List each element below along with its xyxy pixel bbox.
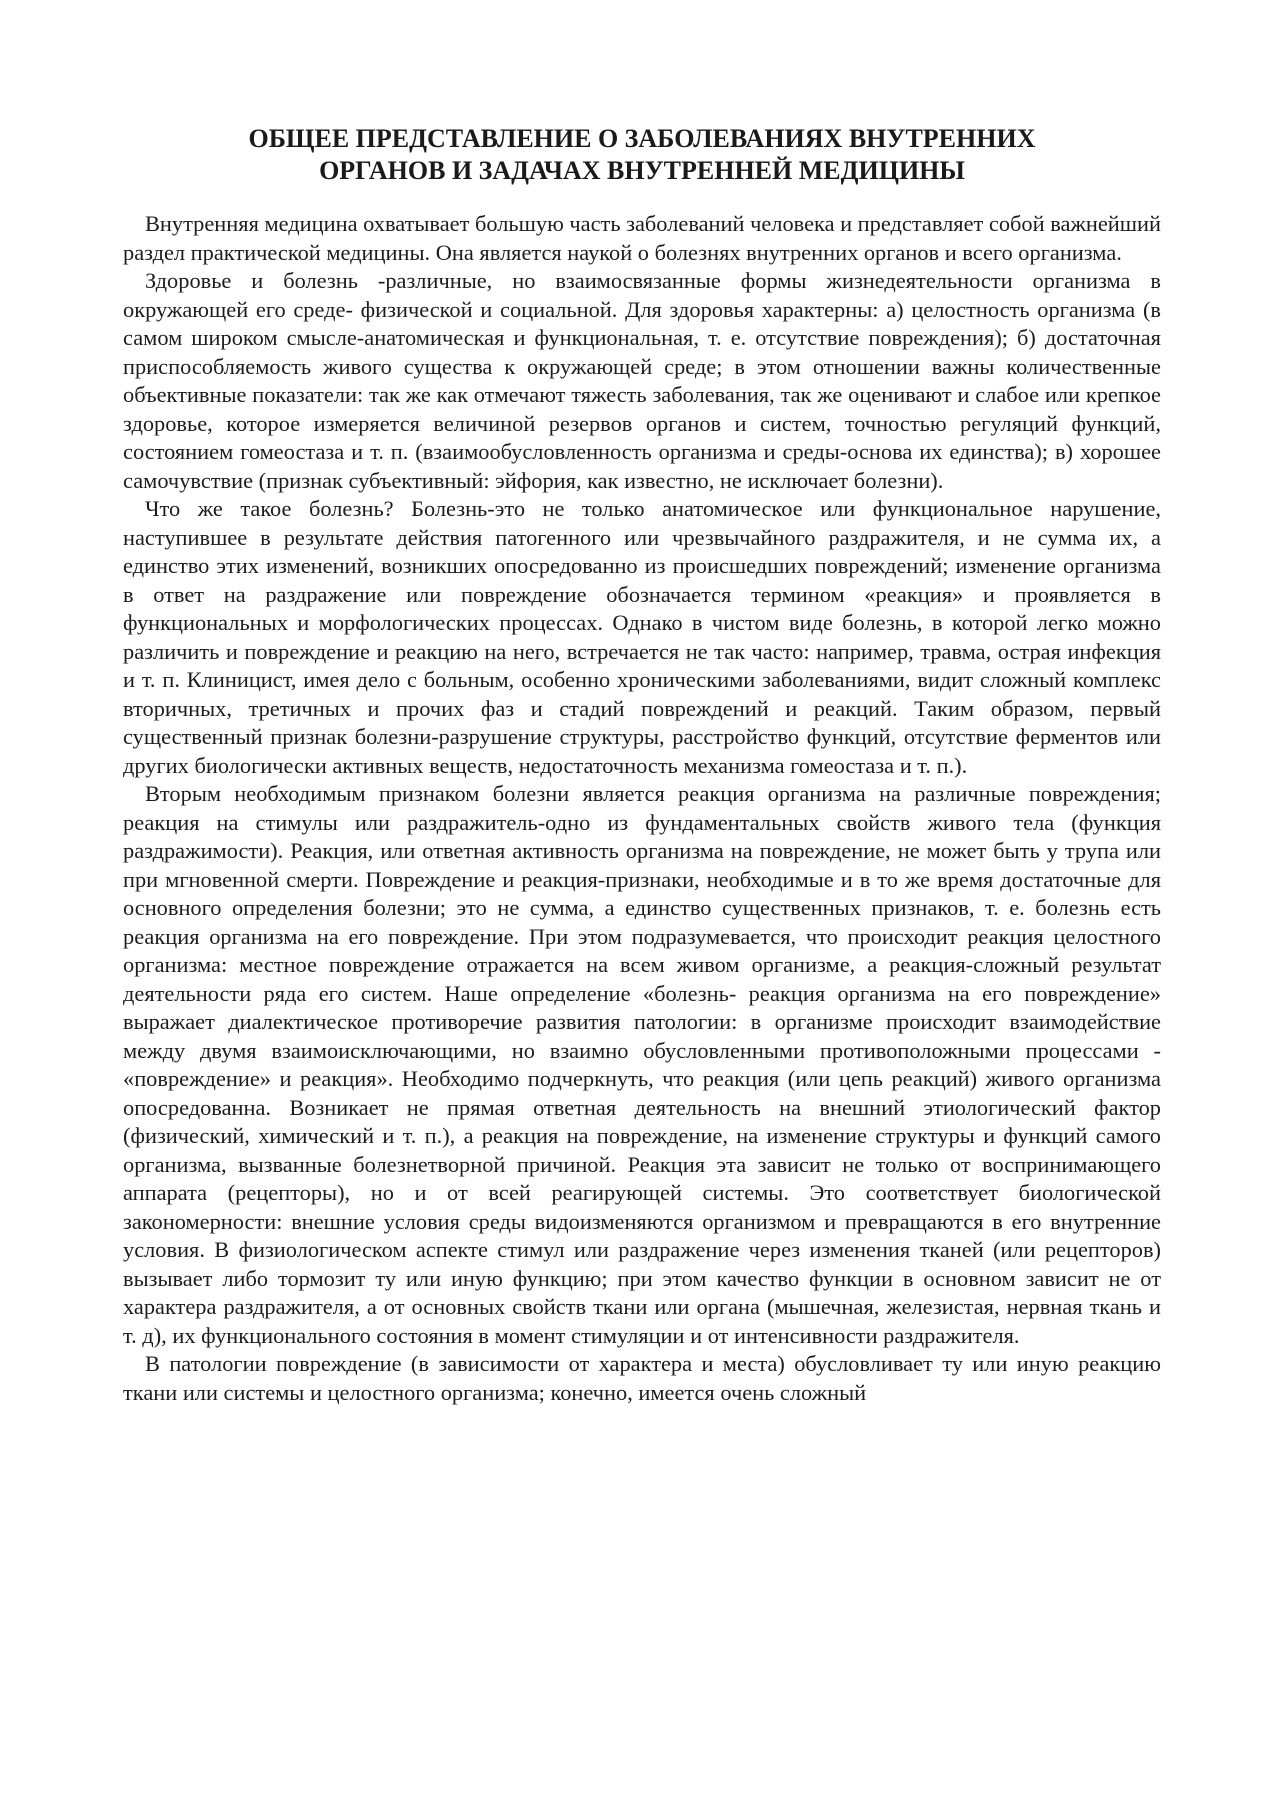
title-line-1: ОБЩЕЕ ПРЕДСТАВЛЕНИЕ О ЗАБОЛЕВАНИЯХ ВНУТРЕННИХ [248,124,1036,153]
paragraph: Вторым необходимым признаком болезни является реакция организма на различные повреждения; реакция на стимулы или раздражитель-одно из фундаментальных свойств живого тела (функция раздражимости). Реакция, или ответная активность организма на повреждение, не может быть у трупа или при мгновенной смерти. Повреждение и реакция-признаки, необходимые и в то же время достаточные для основного определения болезни; это не сумма, а единство существенных признаков, т. е. болезнь есть реакция организма на его повреждение. При этом подразумевается, что происходит реакция целостного организма: местное повреждение отражается на всем живом организме, а реакция-сложный результат деятельности ряда его систем. Наше определение «болезнь- реакция организма на его повреждение» выражает диалектическое противоречие развития патологии: в организме происходит взаимодействие между двумя взаимоисключающими, но взаимно обусловленными противоположными процессами - «повреждение» и реакция». Необходимо подчеркнуть, что реакция (или цепь реакций) живого организма опосредованна. Возникает не прямая ответная деятельность на внешний этиологический фактор (физический, химический и т. п.), а реакция на повреждение, на изменение структуры и функций самого организма, вызванные болезнетворной причиной. Реакция эта зависит не только от воспринимающего аппарата (рецепторы), но и от всей реагирующей системы. Это соответствует биологической закономерности: внешние условия среды видоизменяются организмом и превращаются в его внутренние условия. В физиологическом аспекте стимул или раздражение через изменения тканей (или рецепторов) вызывает либо тормозит ту или иную функцию; при этом качество функции в основном зависит не от характера раздражителя, а от основных свойств ткани или органа (мышечная, железистая, нервная ткань и т. д), их функционального состояния в момент стимуляции и от интенсивности раздражителя. [123,781,1161,1348]
document-body [123,210,1161,1407]
document-page [123,0,1161,1811]
paragraph: Что же такое болезнь? Болезнь-это не только анатомическое или функциональное нарушение, наступившее в результате действия патогенного или чрезвычайного раздражителя, и не сумма их, а единство этих изменений, возникших опосредованно из происшедших повреждений; изменение организма в ответ на раздражение или повреждение обозначается термином «реакция» и проявляется в функциональных и морфологических процессах. Однако в чистом виде болезнь, в которой легко можно различить и повреждение и реакцию на него, встречается не так часто: например, травма, острая инфекция и т. п. Клиницист, имея дело с больным, особенно хроническими заболеваниями, видит сложный комплекс вторичных, третичных и прочих фаз и стадий повреждений и реакций. Таким образом, первый существенный признак болезни-разрушение структуры, расстройство функций, отсутствие ферментов или других биологически активных веществ, недостаточность механизма гомеостаза и т. п.). [123,496,1161,778]
paragraph: Здоровье и болезнь -различные, но взаимосвязанные формы жизнедеятельности организма в окружающей его среде- физической и социальной. Для здоровья характерны: а) целостность организма (в самом широком смысле-анатомическая и функциональная, т. е. отсутствие повреждения); б) достаточная приспособляемость живого существа к окружающей среде; в этом отношении важны количественные объективные показатели: так же как отмечают тяжесть заболевания, так же оценивают и слабое или крепкое здоровье, которое измеряется величиной резервов органов и систем, точностью регуляций функций, состоянием гомеостаза и т. п. (взаимообусловленность организма и среды-основа их единства); в) хорошее самочувствие (признак субъективный: эйфория, как известно, не исключает болезни). [123,268,1161,493]
paragraph: В патологии повреждение (в зависимости от характера и места) обусловливает ту или иную реакцию ткани или системы и целостного организма; конечно, имеется очень сложный [123,1351,1161,1405]
page-title [123,123,1161,187]
paragraph: Внутренняя медицина охватывает большую часть заболеваний человека и представляет собой важнейший раздел практической медицины. Она является наукой о болезнях внутренних органов и всего организма. [123,211,1161,265]
title-line-2: ОРГАНОВ И ЗАДАЧАХ ВНУТРЕННЕЙ МЕДИЦИНЫ [319,156,965,185]
